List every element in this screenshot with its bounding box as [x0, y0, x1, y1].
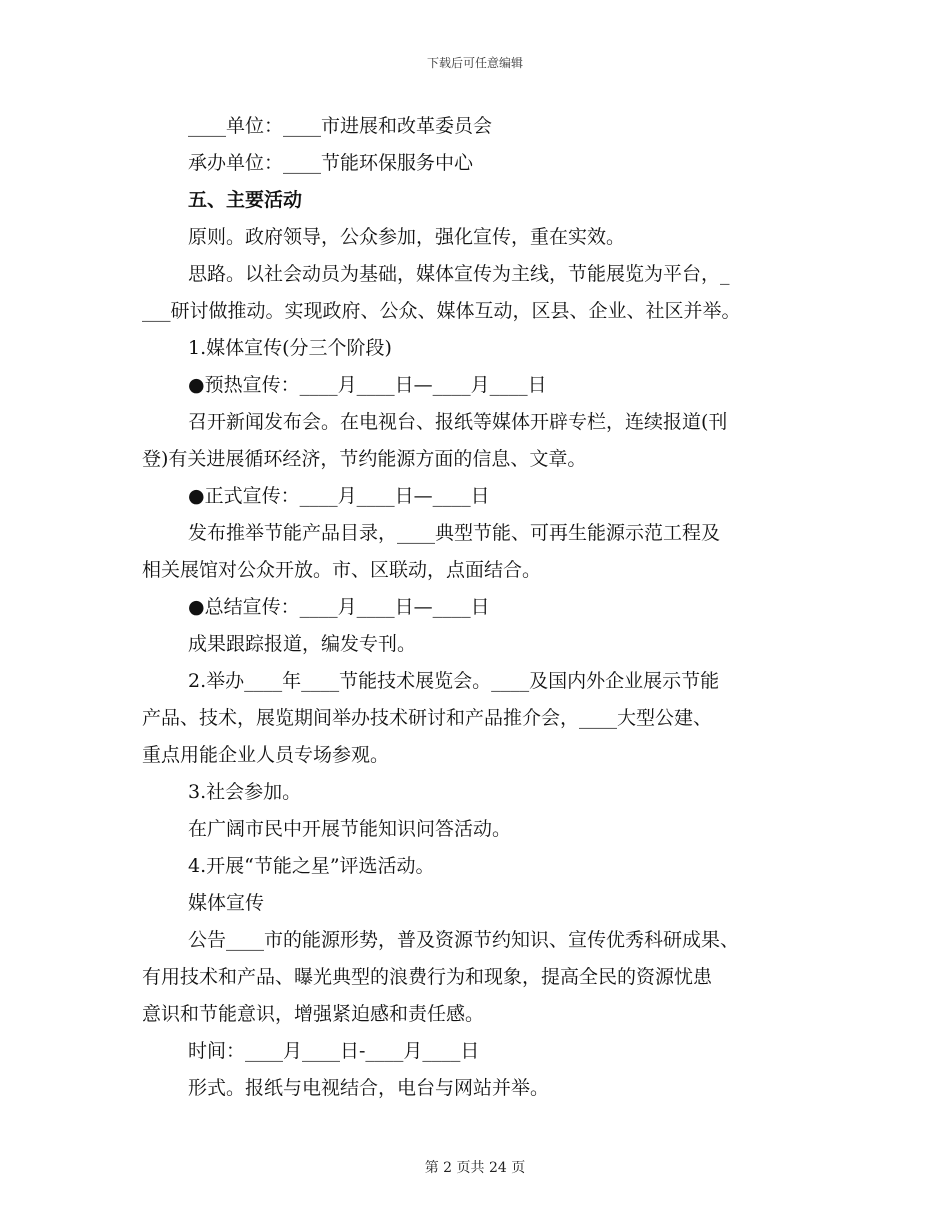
body-line: ___研讨做推动。实现政府、公众、媒体互动，区县、企业、社区并举。 [142, 300, 741, 322]
body-line: 在广阔市民中开展节能知识问答活动。 [188, 818, 512, 840]
body-line: 1.媒体宣传(分三个阶段) [188, 337, 392, 359]
body-line: 承办单位：____节能环保服务中心 [188, 152, 474, 174]
body-line: 重点用能企业人员专场参观。 [142, 744, 390, 766]
body-line: 时间：____月____日-____月____日 [188, 1040, 480, 1062]
body-line: 公告____市的能源形势，普及资源节约知识、宣传优秀科研成果、 [188, 929, 740, 951]
body-line: 原则。政府领导，公众参加，强化宣传，重在实效。 [188, 226, 626, 248]
body-line: ●总结宣传：____月____日—____日 [188, 596, 490, 618]
page-header: 下载后可任意编辑 [426, 56, 523, 70]
body-line: 产品、技术，展览期间举办技术研讨和产品推介会，____大型公建、 [142, 707, 713, 729]
body-line: 召开新闻发布会。在电视台、报纸等媒体开辟专栏，连续报道(刊 [188, 411, 728, 433]
body-line: ●预热宣传：____月____日—____月____日 [188, 374, 547, 396]
page-footer: 第 2 页共 24 页 [424, 1160, 526, 1176]
body-line: 成果跟踪报道，编发专刊。 [188, 633, 417, 655]
body-line: 4.开展“节能之星”评选活动。 [188, 855, 435, 877]
body-line: 意识和节能意识，增强紧迫感和责任感。 [142, 1003, 485, 1025]
document-body [142, 108, 822, 1107]
body-line: 发布推举节能产品目录，____典型节能、可再生能源示范工程及 [188, 522, 721, 544]
body-line: ____单位：____市进展和改革委员会 [188, 115, 493, 137]
body-line: 思路。以社会动员为基础，媒体宣传为主线，节能展览为平台，_ [188, 263, 730, 285]
body-line: 登)有关进展循环经济，节约能源方面的信息、文章。 [142, 448, 587, 470]
body-line: 媒体宣传 [188, 892, 265, 914]
body-line: 形式。报纸与电视结合，电台与网站并举。 [188, 1077, 550, 1099]
body-line: 相关展馆对公众开放。市、区联动，点面结合。 [142, 559, 542, 581]
body-line: 2.举办____年____节能技术展览会。____及国内外企业展示节能 [188, 670, 720, 692]
section-heading: 五、主要活动 [188, 189, 303, 211]
body-line: 有用技术和产品、曝光典型的浪费行为和现象，提高全民的资源忧患 [142, 966, 713, 988]
body-line: ●正式宣传：____月____日—____日 [188, 485, 490, 507]
body-line: 3.社会参加。 [188, 781, 302, 803]
